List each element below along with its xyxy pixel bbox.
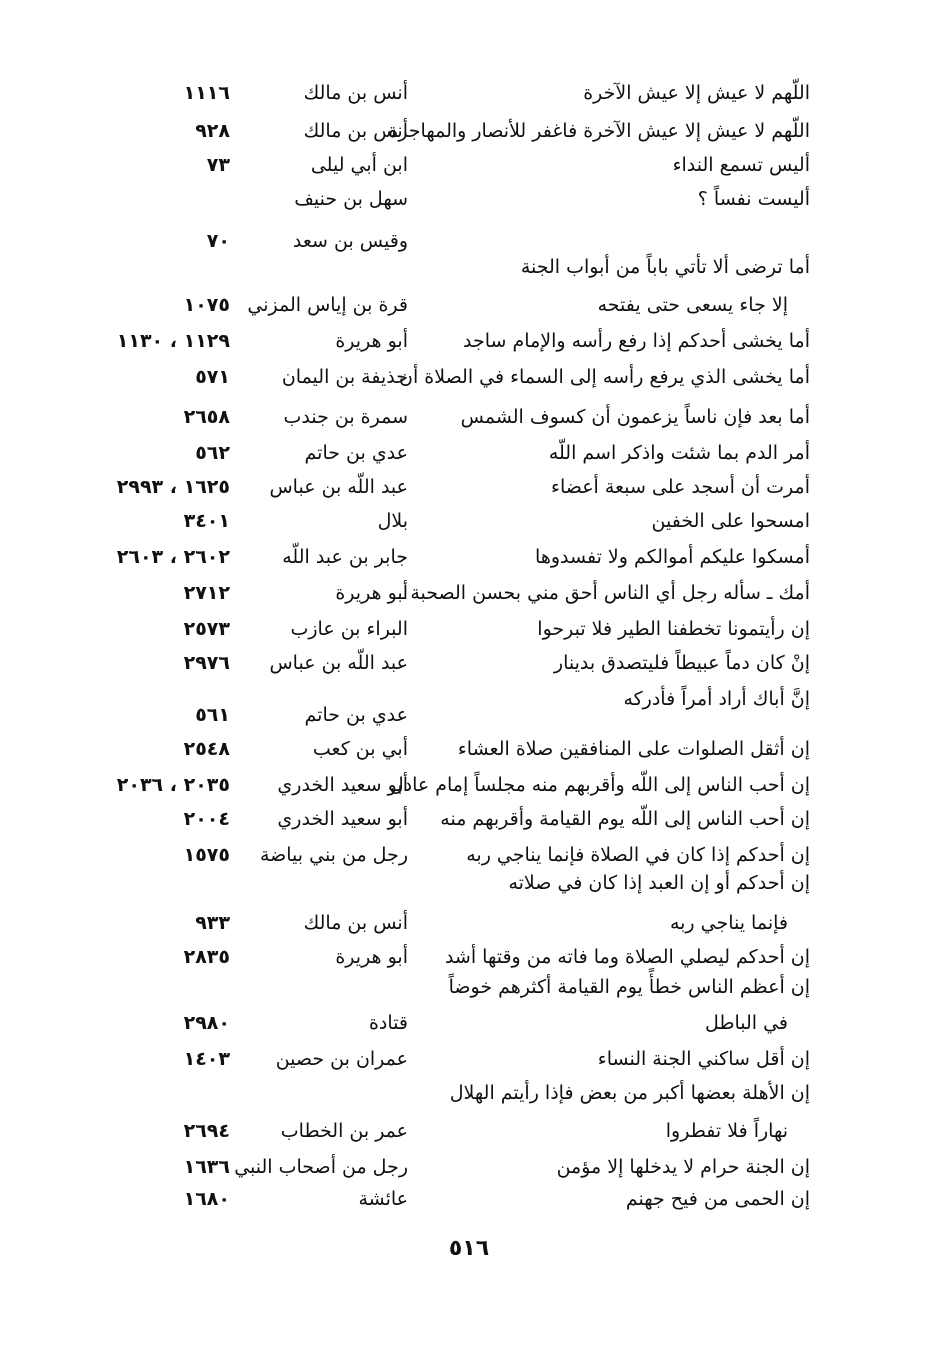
index-row [0, 970, 938, 1004]
narrator-name: أنس بن مالك [303, 912, 408, 934]
hadith-number: ٢٥٧٣ [183, 618, 230, 640]
hadith-number: ٣٤٠١ [183, 510, 230, 532]
narrator-name: رجل من أصحاب النبي [234, 1156, 408, 1178]
hadith-number: ١٥٧٥ [183, 844, 230, 866]
narrator-name: عائشة [358, 1188, 408, 1210]
narrator-name: عدي بن حاتم [304, 704, 408, 726]
hadith-number: ٥٦٢ [195, 442, 230, 464]
index-row [0, 470, 938, 504]
hadith-text: إن الأهلة بعضها أكبر من بعض فإذا رأيتم الهلال [449, 1082, 810, 1104]
narrator-name: حذيفة بن اليمان [281, 366, 408, 388]
index-row [0, 182, 938, 216]
index-row [0, 1076, 938, 1110]
hadith-text: اللّهم لا عيش إلا عيش الآخرة [583, 82, 810, 104]
hadith-number: ٥٧١ [195, 366, 230, 388]
index-row [0, 324, 938, 358]
index-row [0, 1006, 938, 1040]
hadith-text: إن أعظم الناس خطأً يوم القيامة أكثرهم خوضاً [448, 976, 810, 998]
index-row [0, 1182, 938, 1216]
hadith-number: ٧٠ [206, 230, 230, 252]
narrator-name: عمر بن الخطاب [280, 1120, 408, 1142]
hadith-text: أمر الدم بما شئت واذكر اسم اللّه [548, 442, 810, 464]
hadith-text: أما يخشى الذي يرفع رأسه إلى السماء في الصلاة أن [399, 366, 810, 388]
index-row [0, 802, 938, 836]
hadith-text: أليست نفساً ؟ [697, 188, 810, 210]
narrator-name: سهل بن حنيف [294, 188, 408, 210]
hadith-number: ٢٠٠٤ [183, 808, 230, 830]
narrator-name: أبي بن كعب [312, 738, 408, 760]
hadith-text: نهاراً فلا تفطروا [665, 1120, 788, 1142]
narrator-name: أنس بن مالك [303, 120, 408, 142]
index-row [0, 1114, 938, 1148]
hadith-text: أليس تسمع النداء [672, 154, 810, 176]
narrator-name: جابر بن عبد اللّه [282, 546, 408, 568]
hadith-text: إنَّ أباك أراد أمراً فأدركه [623, 688, 810, 710]
index-row [0, 114, 938, 148]
hadith-text: أما ترضى ألا تأتي باباً من أبواب الجنة [520, 256, 810, 278]
hadith-number: ٢٦٩٤ [183, 1120, 230, 1142]
page-number: ٥١٦ [448, 1236, 490, 1261]
hadith-number: ٢٦٥٨ [183, 406, 230, 428]
narrator-name: أنس بن مالك [303, 82, 408, 104]
index-row [0, 1150, 938, 1184]
hadith-text: إن أحدكم إذا كان في الصلاة فإنما يناجي ربه [466, 844, 810, 866]
narrator-name: عمران بن حصين [275, 1048, 408, 1070]
index-row [0, 866, 938, 900]
hadith-text: في الباطل [704, 1012, 788, 1034]
hadith-text: إن الجنة حرام لا يدخلها إلا مؤمن [556, 1156, 810, 1178]
hadith-text: أمك ـ سأله رجل أي الناس أحق مني بحسن الصحبة ـ [398, 582, 810, 604]
hadith-number: ٢٨٣٥ [183, 946, 230, 968]
index-row [0, 940, 938, 974]
hadith-text: أمرت أن أسجد على سبعة أعضاء [551, 476, 810, 498]
hadith-text: إن أحب الناس إلى اللّه يوم القيامة وأقربهم منه [440, 808, 810, 830]
index-row [0, 576, 938, 610]
narrator-name: أبو سعيد الخدري [277, 774, 408, 796]
hadith-number: ١٦٣٦ [183, 1156, 230, 1178]
hadith-text: إن أقل ساكني الجنة النساء [597, 1048, 810, 1070]
index-row [0, 400, 938, 434]
hadith-number: ١٤٠٣ [183, 1048, 230, 1070]
narrator-name: سمرة بن جندب [283, 406, 408, 428]
index-row [0, 1042, 938, 1076]
narrator-name: أبو هريرة [335, 582, 408, 604]
index-row [0, 148, 938, 182]
index-row [0, 504, 938, 538]
hadith-number: ٩٣٣ [195, 912, 230, 934]
index-row [0, 646, 938, 680]
hadith-number: ١٦٢٥ ، ٢٩٩٣ [116, 476, 230, 498]
index-row [0, 540, 938, 574]
narrator-name: رجل من بني بياضة [259, 844, 408, 866]
hadith-text: إن الحمى من فيح جهنم [625, 1188, 810, 1210]
narrator-name: عبد اللّه بن عباس [269, 652, 408, 674]
hadith-number: ٢٩٧٦ [183, 652, 230, 674]
index-row [0, 732, 938, 766]
hadith-text: إنْ كان دماً عبيطاً فليتصدق بدينار [553, 652, 810, 674]
narrator-name: قتادة [368, 1012, 408, 1034]
narrator-name: أبو هريرة [335, 330, 408, 352]
index-row [0, 698, 938, 732]
hadith-number: ٢٧١٢ [183, 582, 230, 604]
hadith-number: ٢٠٣٥ ، ٢٠٣٦ [116, 774, 230, 796]
index-row [0, 360, 938, 394]
narrator-name: ابن أبي ليلى [310, 154, 408, 176]
hadith-text: إن أحدكم أو إن العبد إذا كان في صلاته [508, 872, 810, 894]
narrator-name: عبد اللّه بن عباس [269, 476, 408, 498]
hadith-number: ٥٦١ [195, 704, 230, 726]
hadith-text: أمسكوا عليكم أموالكم ولا تفسدوها [535, 546, 810, 568]
hadith-number: ٢٦٠٢ ، ٢٦٠٣ [116, 546, 230, 568]
narrator-name: عدي بن حاتم [304, 442, 408, 464]
narrator-name: بلال [377, 510, 408, 532]
hadith-text: امسحوا على الخفين [651, 510, 810, 532]
hadith-text: إن أحب الناس إلى اللّه وأقربهم منه مجلساً إمام عادل [389, 774, 810, 796]
hadith-number: ٩٢٨ [195, 120, 230, 142]
index-row [0, 250, 938, 284]
index-row [0, 76, 938, 110]
hadith-text: اللّهم لا عيش إلا عيش الآخرة فاغفر للأنصار والمهاجرة [388, 120, 810, 142]
narrator-name: أبو هريرة [335, 946, 408, 968]
narrator-name: البراء بن عازب [290, 618, 408, 640]
narrator-name: قرة بن إياس المزني [247, 294, 408, 316]
hadith-text: إلا جاء يسعى حتى يفتحه [597, 294, 788, 316]
hadith-text: إن أحدكم ليصلي الصلاة وما فاته من وقتها أشد [444, 946, 810, 968]
hadith-number: ١١٢٩ ، ١١٣٠ [116, 330, 230, 352]
hadith-text: إن أثقل الصلوات على المنافقين صلاة العشاء [457, 738, 810, 760]
index-row [0, 288, 938, 322]
hadith-number: ٢٥٤٨ [183, 738, 230, 760]
narrator-name: أبو سعيد الخدري [277, 808, 408, 830]
hadith-text: إن رأيتمونا تخطفنا الطير فلا تبرحوا [537, 618, 810, 640]
hadith-text: أما بعد فإن ناساً يزعمون أن كسوف الشمس [460, 406, 810, 428]
index-row [0, 436, 938, 470]
index-row [0, 768, 938, 802]
hadith-number: ١٠٧٥ [183, 294, 230, 316]
index-row [0, 612, 938, 646]
hadith-number: ٢٩٨٠ [183, 1012, 230, 1034]
hadith-number: ١٦٨٠ [183, 1188, 230, 1210]
hadith-number: ٧٣ [206, 154, 230, 176]
index-row [0, 906, 938, 940]
hadith-text: أما يخشى أحدكم إذا رفع رأسه والإمام ساجد [463, 330, 810, 352]
hadith-number: ١١١٦ [183, 82, 230, 104]
hadith-text: فإنما يناجي ربه [669, 912, 788, 934]
narrator-name: وقيس بن سعد [292, 230, 408, 252]
